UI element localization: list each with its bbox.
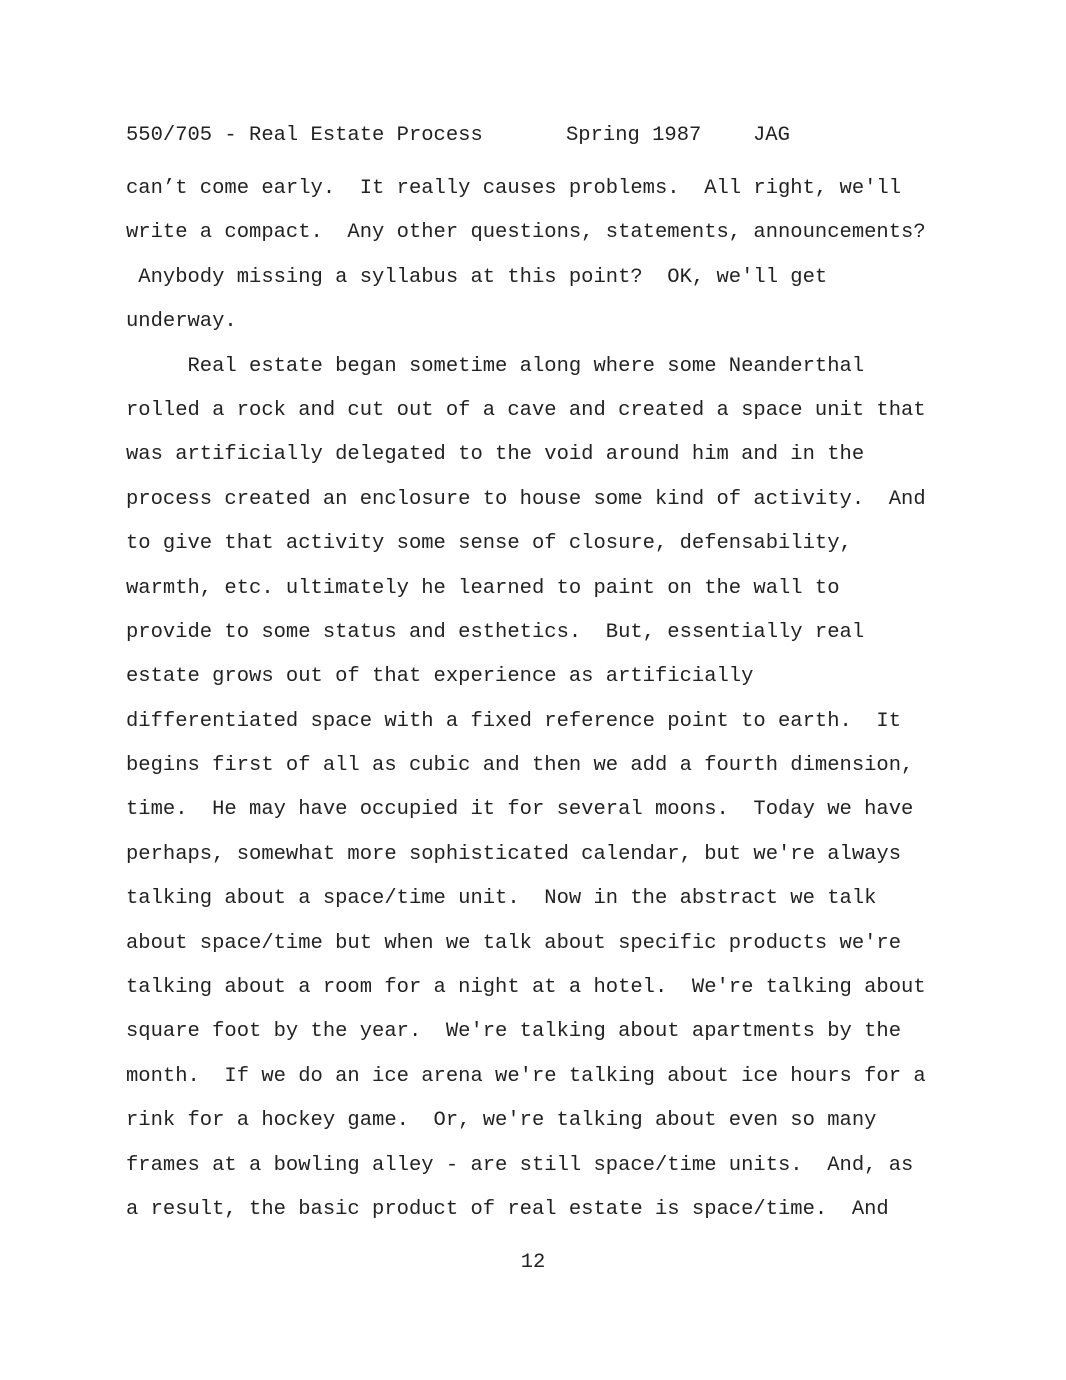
text-line: talking about a room for a night at a hotel. We're talking about (126, 976, 926, 1000)
text-line: month. If we do an ice arena we're talking about ice hours for a (126, 1064, 926, 1088)
text-line: process created an enclosure to house some kind of activity. And (126, 487, 926, 511)
text-line: can’t come early. It really causes problems. All right, we'll (126, 177, 902, 200)
text-line: Anybody missing a syllabus at this point? OK, we'll get (126, 265, 828, 289)
text-line: talking about a space/time unit. Now in the abstract we talk (126, 887, 877, 911)
header-initials: JAG (753, 124, 790, 147)
text-line: frames at a bowling alley - are still space/time units. And, as (126, 1153, 914, 1177)
text-line: about space/time but when we talk about specific products we're (126, 931, 902, 955)
text-line: begins first of all as cubic and then we add a fourth dimension, (126, 754, 914, 778)
header-term: Spring 1987 (566, 124, 702, 147)
text-line: warmth, etc. ultimately he learned to paint on the wall to (126, 576, 840, 600)
text-line: Real estate began sometime along where some Neanderthal (126, 354, 865, 378)
text-line: estate grows out of that experience as artificially (126, 665, 754, 689)
text-line: perhaps, somewhat more sophisticated calendar, but we're always (126, 842, 902, 866)
page-number: 12 (520, 1251, 546, 1274)
text-line: rolled a rock and cut out of a cave and created a space unit that (126, 398, 926, 422)
transcript-body (126, 167, 956, 1232)
text-line: to give that activity some sense of closure, defensability, (126, 532, 852, 556)
text-line: time. He may have occupied it for several moons. Today we have (126, 798, 914, 822)
text-line: was artificially delegated to the void around him and in the (126, 443, 865, 467)
text-line: write a compact. Any other questions, statements, announcements? (126, 221, 926, 245)
page-header (126, 123, 790, 149)
text-line: a result, the basic product of real estate is space/time. And (126, 1197, 889, 1221)
text-line: underway. (126, 310, 237, 334)
text-line: square foot by the year. We're talking about apartments by the (126, 1020, 902, 1044)
header-course: 550/705 - Real Estate Process (126, 124, 483, 147)
text-line: rink for a hockey game. Or, we're talking about even so many (126, 1109, 877, 1133)
text-line: provide to some status and esthetics. But, essentially real (126, 620, 865, 644)
text-line: differentiated space with a fixed reference point to earth. It (126, 709, 902, 733)
